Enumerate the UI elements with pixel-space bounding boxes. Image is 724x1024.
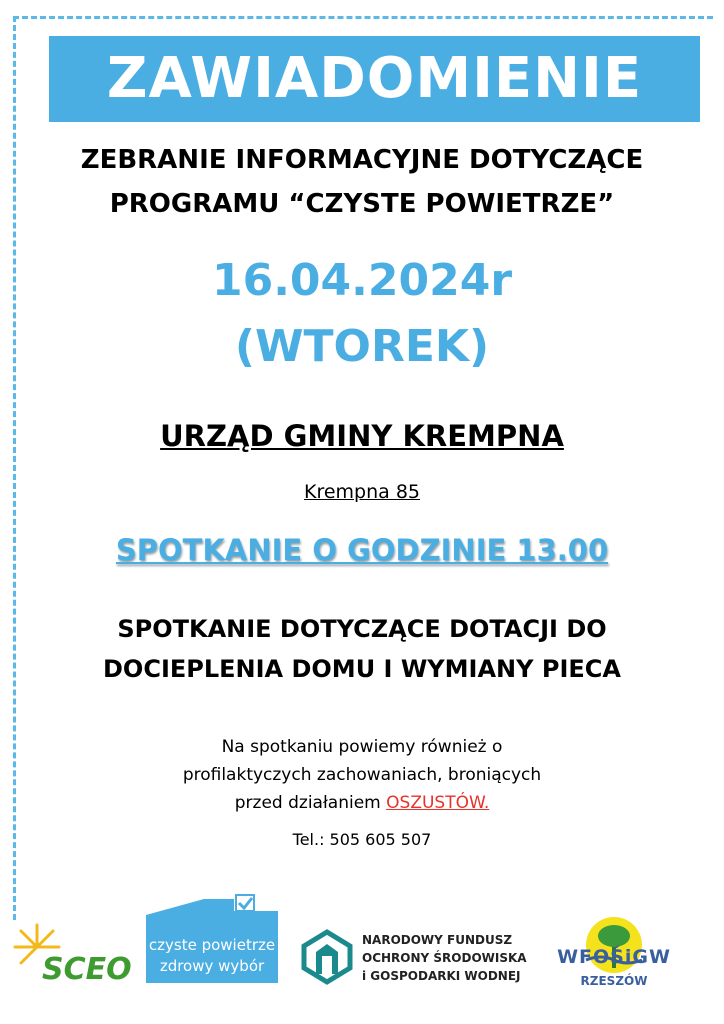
czyste-powietrze-box	[146, 931, 278, 983]
info-line-3-prefix: przed działaniem	[234, 793, 387, 813]
czyste-line-2: zdrowy wybór	[159, 957, 265, 975]
nfos-line-1: NARODOWY FUNDUSZ	[362, 933, 513, 947]
info-line-2: profilaktyczych zachowaniach, broniących	[182, 765, 542, 785]
sceo-label: SCEO	[42, 952, 132, 987]
wfosigw-logo	[544, 912, 684, 994]
subtitle	[0, 138, 724, 226]
czyste-powietrze-logo	[144, 893, 280, 985]
nfosigw-emblem-icon	[300, 928, 354, 986]
date-day: 16.04.2024r	[211, 255, 513, 306]
date-weekday: (WTOREK)	[234, 321, 490, 372]
info-text	[0, 733, 724, 817]
wfosigw-main-label: WFOŚiGW	[557, 946, 671, 968]
banner-title: ZAWIADOMIENIE	[49, 36, 700, 122]
phone-number: Tel.: 505 605 507	[292, 830, 432, 849]
sceo-logo	[10, 922, 132, 992]
nfos-line-2: OCHRONY ŚRODOWISKA	[362, 951, 527, 965]
info-line-3	[0, 789, 724, 817]
subtitle-line-1: ZEBRANIE INFORMACYJNE DOTYCZĄCE	[80, 145, 644, 175]
nfos-line-3: i GOSPODARKI WODNEJ	[362, 969, 521, 983]
description	[0, 609, 724, 689]
czyste-line-1: czyste powietrze	[148, 936, 276, 954]
nfosigw-logo	[300, 928, 530, 988]
info-line-1: Na spotkaniu powiemy również o	[221, 737, 503, 757]
event-date	[0, 248, 724, 380]
description-line-2: DOCIEPLENIA DOMU I WYMIANY PIECA	[103, 655, 621, 683]
scam-warning: OSZUSTÓW.	[386, 793, 490, 813]
house-roof-icon	[144, 893, 280, 933]
location-address: Krempna 85	[303, 481, 420, 503]
location-name: URZĄD GMINY KREMPNA	[160, 419, 564, 453]
description-line-1: SPOTKANIE DOTYCZĄCE DOTACJI DO	[117, 615, 607, 643]
meeting-time: SPOTKANIE O GODZINIE 13.00	[115, 533, 609, 567]
nfosigw-text	[362, 931, 527, 985]
wfosigw-city-label: RZESZÓW	[580, 974, 648, 988]
subtitle-line-2: PROGRAMU “CZYSTE POWIETRZE”	[109, 189, 615, 219]
